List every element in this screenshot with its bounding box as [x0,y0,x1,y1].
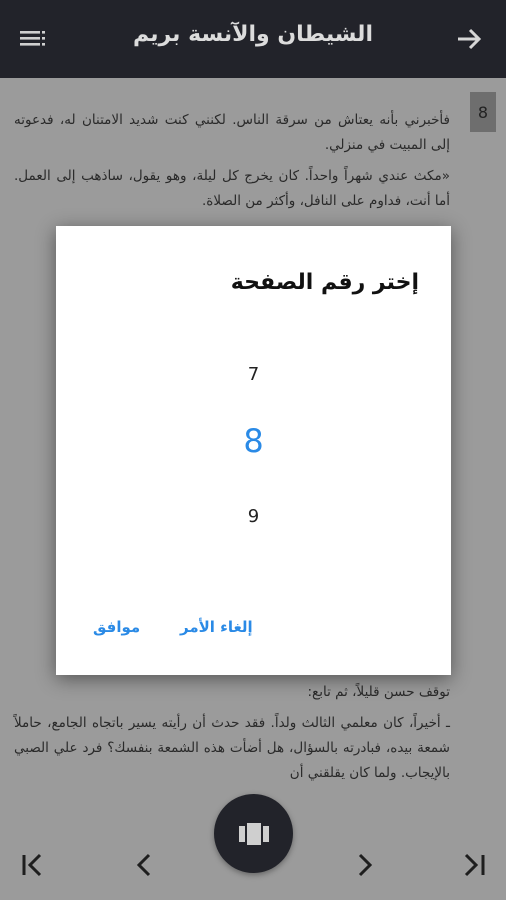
paragraph: فأخبرني بأنه يعتاش من سرقة الناس. لكنني كنت شديد الامتنان له، فدعوته إلى المبيت في منزلي. [14,112,450,153]
chevron-left-icon[interactable] [128,848,162,882]
menu-icon[interactable] [18,26,48,52]
arrow-right-icon[interactable] [454,24,484,54]
page-number-badge: 8 [470,92,496,132]
picker-next-value[interactable]: 9 [247,506,260,527]
cancel-button[interactable]: إلغاء الأمر [180,618,253,636]
app-header [0,0,506,78]
ok-button[interactable]: موافق [93,618,141,636]
first-page-icon[interactable] [18,848,52,882]
book-icon[interactable] [214,794,293,873]
page-picker-dialog [56,226,451,675]
book-title: الشيطان والآنسة بريم [132,22,373,47]
paragraph: توقف حسن قليلاً، ثم تابع: [307,684,450,700]
paragraph: «مكث عندي شهراً واحداً. كان يخرج كل ليلة، وهو يقول، ساذهب إلى العمل. أما أنت، فداوم على النافل، وأكثر من الصلاة. [14,168,450,209]
picker-current-value[interactable]: 8 [243,422,264,460]
chevron-right-icon[interactable] [347,848,381,882]
reader-text-bottom [14,680,450,792]
picker-previous-value[interactable]: 7 [247,364,260,385]
dialog-title: إختر رقم الصفحة [230,270,419,295]
reader-text-top [14,108,450,220]
paragraph: ـ أخيراً، كان معلمي الثالث ولداً. فقد حدث أن رأيته يسير باتجاه الجامع، حاملاً شمعة بيده، فبادرته بالسؤال، هل أضأت هذه الشمعة بنفسك؟ فرد علي الصبي بالإيجاب. ولما كان يقلقني أن [14,715,450,781]
last-page-icon[interactable] [456,848,490,882]
